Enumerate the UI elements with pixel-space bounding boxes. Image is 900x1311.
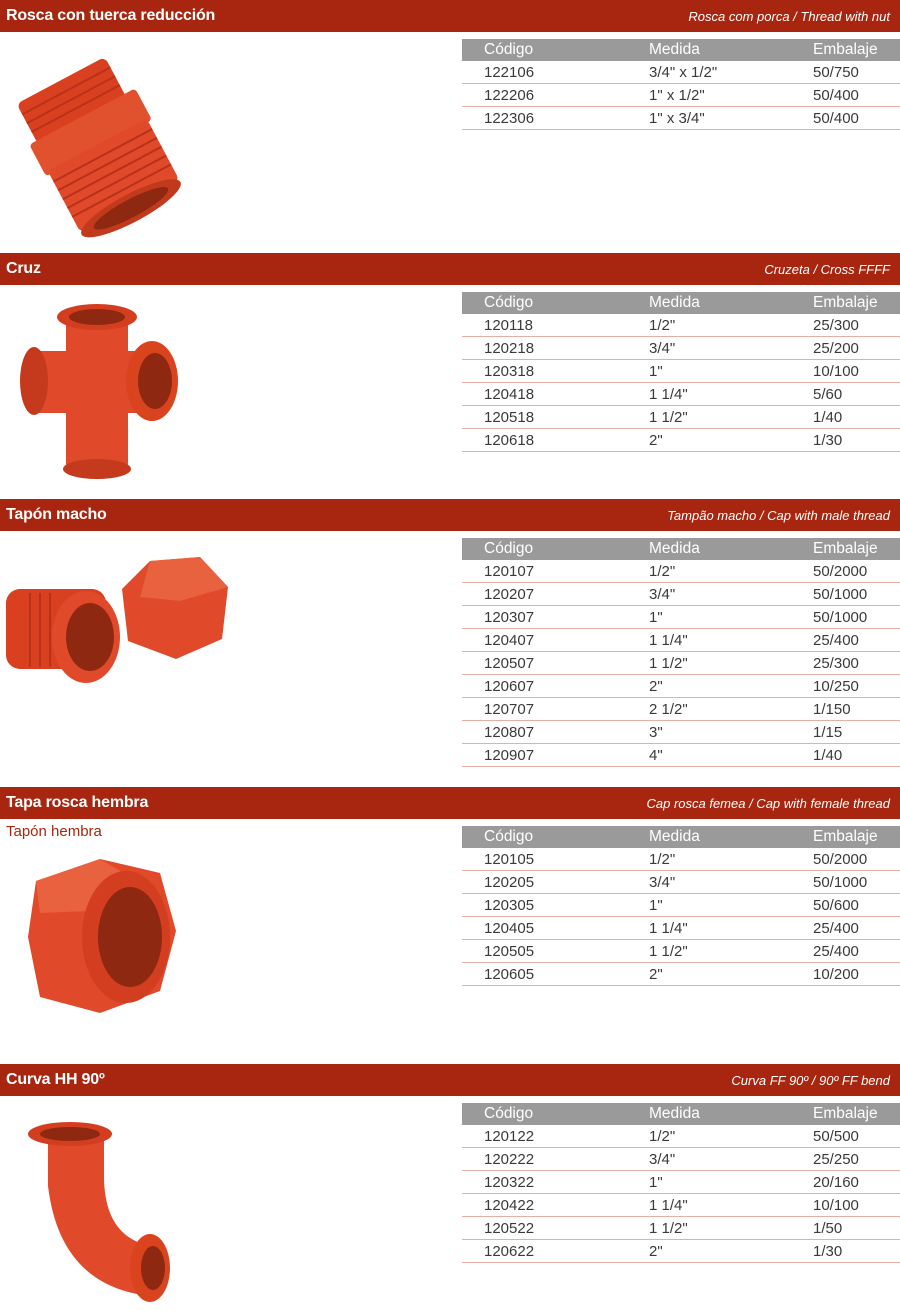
cell-codigo: 120907 — [462, 744, 649, 767]
cell-medida: 1 1/4" — [649, 1194, 813, 1217]
table-row — [462, 1171, 900, 1194]
cell-embalaje: 50/1000 — [813, 871, 900, 894]
cell-embalaje: 20/160 — [813, 1171, 900, 1194]
cell-medida: 1 1/4" — [649, 383, 813, 406]
cell-codigo: 120307 — [462, 606, 649, 629]
table-row — [462, 744, 900, 767]
product-section-curva-hh-90 — [0, 1064, 900, 1311]
col-header-medida: Medida — [649, 39, 813, 61]
cell-embalaje: 25/200 — [813, 337, 900, 360]
cell-embalaje: 25/300 — [813, 314, 900, 337]
cell-medida: 3/4" x 1/2" — [649, 61, 813, 84]
cell-medida: 1" — [649, 360, 813, 383]
section-header-bar — [0, 253, 900, 285]
cell-codigo: 120807 — [462, 721, 649, 744]
alt-product-name: Tapón hembra — [6, 823, 102, 840]
table-row — [462, 963, 900, 986]
cell-codigo: 120422 — [462, 1194, 649, 1217]
cell-medida: 2" — [649, 1240, 813, 1263]
table-header-row — [462, 826, 900, 848]
section-title: Rosca con tuerca reducción — [6, 7, 216, 24]
table-row — [462, 675, 900, 698]
cell-embalaje: 50/2000 — [813, 560, 900, 583]
product-section-rosca-tuerca — [0, 0, 900, 250]
cell-codigo: 120407 — [462, 629, 649, 652]
cell-embalaje: 25/400 — [813, 629, 900, 652]
cell-embalaje: 50/2000 — [813, 848, 900, 871]
cell-embalaje: 25/300 — [813, 652, 900, 675]
table-row — [462, 629, 900, 652]
table-header-row — [462, 39, 900, 61]
table-row — [462, 940, 900, 963]
elbow-90-image — [0, 1116, 240, 1306]
spec-table — [462, 1103, 900, 1263]
cell-embalaje: 50/400 — [813, 84, 900, 107]
cell-embalaje: 5/60 — [813, 383, 900, 406]
cell-embalaje: 50/500 — [813, 1125, 900, 1148]
table-row — [462, 84, 900, 107]
cell-medida: 1 1/4" — [649, 917, 813, 940]
cell-medida: 3" — [649, 721, 813, 744]
cell-codigo: 120507 — [462, 652, 649, 675]
table-header-row — [462, 538, 900, 560]
product-section-cruz — [0, 253, 900, 493]
cell-embalaje: 1/150 — [813, 698, 900, 721]
col-header-medida: Medida — [649, 1103, 813, 1125]
cell-codigo: 120218 — [462, 337, 649, 360]
product-section-tapon-macho — [0, 499, 900, 779]
cell-medida: 1/2" — [649, 560, 813, 583]
section-subtitle: Rosca com porca / Thread with nut — [688, 8, 890, 24]
cell-codigo: 120207 — [462, 583, 649, 606]
male-cap-image — [0, 549, 240, 699]
cell-medida: 3/4" — [649, 1148, 813, 1171]
cell-medida: 1/2" — [649, 314, 813, 337]
cell-embalaje: 1/40 — [813, 744, 900, 767]
cell-embalaje: 25/400 — [813, 940, 900, 963]
cell-medida: 1 1/2" — [649, 652, 813, 675]
section-title: Cruz — [6, 260, 41, 277]
table-row — [462, 337, 900, 360]
cell-embalaje: 1/40 — [813, 406, 900, 429]
table-row — [462, 848, 900, 871]
table-row — [462, 1194, 900, 1217]
section-subtitle: Cruzeta / Cross FFFF — [764, 261, 890, 277]
table-row — [462, 1240, 900, 1263]
section-header-bar — [0, 787, 900, 819]
table-row — [462, 383, 900, 406]
spec-table — [462, 538, 900, 767]
spec-table — [462, 826, 900, 986]
cell-medida: 1" — [649, 606, 813, 629]
cell-codigo: 120505 — [462, 940, 649, 963]
section-title: Tapa rosca hembra — [6, 794, 149, 811]
cell-embalaje: 50/600 — [813, 894, 900, 917]
table-row — [462, 560, 900, 583]
col-header-embalaje: Embalaje — [813, 1103, 900, 1125]
cell-codigo: 120318 — [462, 360, 649, 383]
section-subtitle: Curva FF 90º / 90º FF bend — [731, 1072, 890, 1088]
cell-codigo: 120405 — [462, 917, 649, 940]
cell-medida: 2 1/2" — [649, 698, 813, 721]
cell-embalaje: 10/250 — [813, 675, 900, 698]
section-title: Curva HH 90º — [6, 1071, 105, 1088]
cell-codigo: 122306 — [462, 107, 649, 130]
cell-medida: 1" — [649, 1171, 813, 1194]
cell-medida: 3/4" — [649, 337, 813, 360]
table-row — [462, 1217, 900, 1240]
col-header-embalaje: Embalaje — [813, 39, 900, 61]
col-header-medida: Medida — [649, 538, 813, 560]
col-header-codigo: Código — [462, 826, 649, 848]
cell-codigo: 120222 — [462, 1148, 649, 1171]
section-subtitle: Cap rosca femea / Cap with female thread — [646, 795, 890, 811]
cell-codigo: 120622 — [462, 1240, 649, 1263]
table-row — [462, 698, 900, 721]
table-row — [462, 406, 900, 429]
col-header-medida: Medida — [649, 292, 813, 314]
cell-codigo: 120122 — [462, 1125, 649, 1148]
cell-embalaje: 1/50 — [813, 1217, 900, 1240]
cell-medida: 1/2" — [649, 848, 813, 871]
table-header-row — [462, 292, 900, 314]
table-row — [462, 1125, 900, 1148]
cell-codigo: 120522 — [462, 1217, 649, 1240]
col-header-embalaje: Embalaje — [813, 292, 900, 314]
cell-codigo: 120205 — [462, 871, 649, 894]
cell-codigo: 120105 — [462, 848, 649, 871]
cell-medida: 1 1/4" — [649, 629, 813, 652]
cell-medida: 1 1/2" — [649, 940, 813, 963]
cell-medida: 1" x 3/4" — [649, 107, 813, 130]
table-header-row — [462, 1103, 900, 1125]
cell-codigo: 120618 — [462, 429, 649, 452]
table-row — [462, 652, 900, 675]
col-header-codigo: Código — [462, 292, 649, 314]
col-header-embalaje: Embalaje — [813, 538, 900, 560]
cell-medida: 1 1/2" — [649, 406, 813, 429]
cell-embalaje: 50/1000 — [813, 606, 900, 629]
table-row — [462, 583, 900, 606]
female-cap-image — [0, 851, 240, 1021]
table-row — [462, 917, 900, 940]
cell-codigo: 122206 — [462, 84, 649, 107]
cell-medida: 1" x 1/2" — [649, 84, 813, 107]
cell-codigo: 120322 — [462, 1171, 649, 1194]
col-header-medida: Medida — [649, 826, 813, 848]
cell-embalaje: 25/250 — [813, 1148, 900, 1171]
cell-codigo: 120118 — [462, 314, 649, 337]
table-row — [462, 721, 900, 744]
table-row — [462, 606, 900, 629]
cell-medida: 4" — [649, 744, 813, 767]
cell-codigo: 120707 — [462, 698, 649, 721]
cell-embalaje: 50/1000 — [813, 583, 900, 606]
table-row — [462, 1148, 900, 1171]
cell-codigo: 120107 — [462, 560, 649, 583]
cell-embalaje: 10/100 — [813, 360, 900, 383]
col-header-embalaje: Embalaje — [813, 826, 900, 848]
cell-medida: 1/2" — [649, 1125, 813, 1148]
product-section-tapa-rosca-hembra — [0, 787, 900, 1057]
cell-embalaje: 50/750 — [813, 61, 900, 84]
cell-codigo: 122106 — [462, 61, 649, 84]
section-title: Tapón macho — [6, 506, 107, 523]
cell-embalaje: 1/30 — [813, 1240, 900, 1263]
cell-embalaje: 50/400 — [813, 107, 900, 130]
cell-medida: 2" — [649, 963, 813, 986]
cell-codigo: 120605 — [462, 963, 649, 986]
cell-codigo: 120418 — [462, 383, 649, 406]
cell-medida: 3/4" — [649, 583, 813, 606]
table-row — [462, 871, 900, 894]
spec-table — [462, 292, 900, 452]
section-subtitle: Tampão macho / Cap with male thread — [667, 507, 890, 523]
cell-codigo: 120607 — [462, 675, 649, 698]
cell-codigo: 120305 — [462, 894, 649, 917]
table-row — [462, 107, 900, 130]
section-header-bar — [0, 499, 900, 531]
col-header-codigo: Código — [462, 1103, 649, 1125]
cell-medida: 1" — [649, 894, 813, 917]
cross-fitting-image — [0, 293, 240, 493]
cell-embalaje: 10/100 — [813, 1194, 900, 1217]
table-row — [462, 894, 900, 917]
section-header-bar — [0, 1064, 900, 1096]
col-header-codigo: Código — [462, 538, 649, 560]
cell-medida: 3/4" — [649, 871, 813, 894]
spec-table — [462, 39, 900, 130]
cell-embalaje: 1/15 — [813, 721, 900, 744]
table-row — [462, 429, 900, 452]
section-header-bar — [0, 0, 900, 32]
thread-with-nut-image — [0, 40, 240, 240]
cell-embalaje: 10/200 — [813, 963, 900, 986]
cell-medida: 2" — [649, 429, 813, 452]
table-row — [462, 61, 900, 84]
cell-embalaje: 25/400 — [813, 917, 900, 940]
cell-codigo: 120518 — [462, 406, 649, 429]
col-header-codigo: Código — [462, 39, 649, 61]
cell-embalaje: 1/30 — [813, 429, 900, 452]
cell-medida: 2" — [649, 675, 813, 698]
table-row — [462, 360, 900, 383]
table-row — [462, 314, 900, 337]
cell-medida: 1 1/2" — [649, 1217, 813, 1240]
